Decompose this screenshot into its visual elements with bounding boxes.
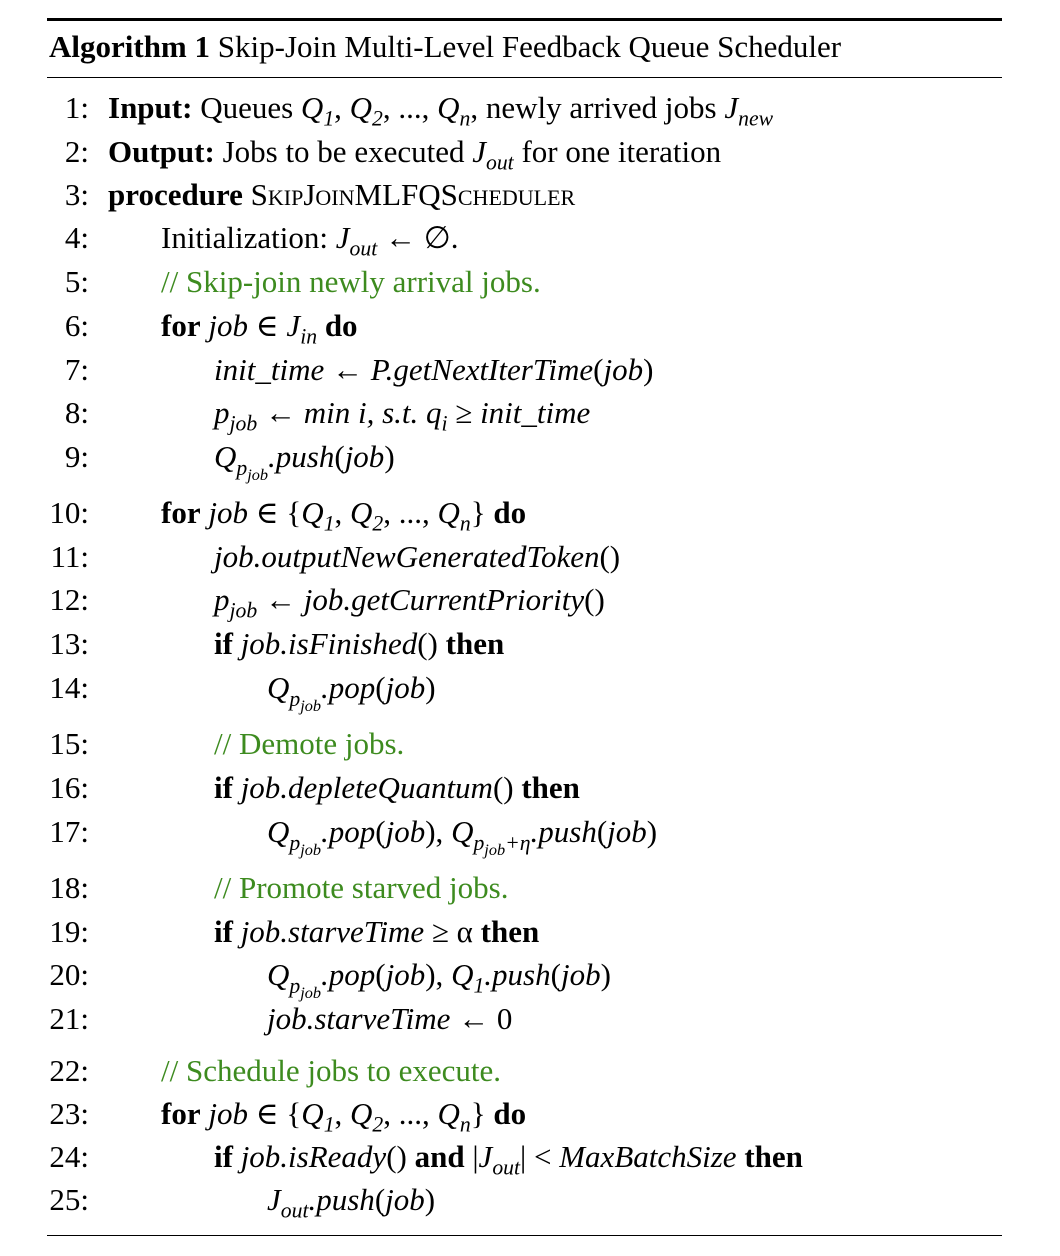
algorithm-line-19 xyxy=(47,910,1047,954)
line-code: job.outputNewGeneratedToken() xyxy=(214,539,621,574)
line-code: $p_{job}$ ← job.getCurrentPriority() xyxy=(214,582,605,623)
algorithm-line-6 xyxy=(47,304,1047,348)
line-code: // Schedule jobs to execute. xyxy=(161,1053,502,1088)
line-number: 21: xyxy=(49,1001,89,1036)
line-number: 12: xyxy=(49,582,89,617)
algorithm-line-14 xyxy=(47,666,1047,715)
algorithm-line-13 xyxy=(47,622,1047,666)
line-code: for job ∈ $J_{in}$ do xyxy=(161,308,358,349)
algorithm-line-2 xyxy=(47,130,1047,174)
algorithm-line-23 xyxy=(47,1092,1047,1136)
line-number: 15: xyxy=(49,726,89,761)
algorithm-line-5 xyxy=(47,260,1047,304)
line-code: $Q_{p_{job}}.pop(job)$, $Q_{p_{job}+\eta}.push(job)$ xyxy=(267,814,658,859)
line-number: 17: xyxy=(49,814,89,849)
algorithm-line-24 xyxy=(47,1135,1047,1179)
line-number: 22: xyxy=(49,1053,89,1088)
algorithm-line-10 xyxy=(47,491,1047,535)
line-code: // Promote starved jobs. xyxy=(214,870,509,905)
algorithm-line-16 xyxy=(47,766,1047,810)
line-number: 1: xyxy=(64,90,89,125)
line-code: $Q_{p_{job}}.pop(job)$, $Q_1.push(job)$ xyxy=(267,957,611,1002)
algorithm-lines xyxy=(47,0,1007,1256)
algorithm-line-21 xyxy=(47,997,1047,1041)
algorithm-line-22 xyxy=(47,1049,1047,1093)
algorithm-line-15 xyxy=(47,722,1047,766)
line-number: 16: xyxy=(49,770,89,805)
line-code: if job.isFinished() then xyxy=(214,626,505,661)
line-number: 23: xyxy=(49,1096,89,1131)
line-code: procedure SkipJoinMLFQScheduler xyxy=(108,177,576,212)
line-code: $p_{job}$ ← min i, s.t. $q_i$ ≥ init_time xyxy=(214,395,591,436)
algorithm-line-7 xyxy=(47,348,1047,392)
algorithm-line-18 xyxy=(47,866,1047,910)
line-code: Output: Jobs to be executed $J_{out}$ for one iteration xyxy=(108,134,722,175)
algorithm-line-11 xyxy=(47,535,1047,579)
line-code: $Q_{p_{job}}.pop(job)$ xyxy=(267,670,436,715)
line-code: for job ∈ {$Q_1$, $Q_2$, ..., $Q_n$} do xyxy=(161,495,527,536)
algorithm-line-1 xyxy=(47,86,1047,130)
algorithm-line-9 xyxy=(47,435,1047,484)
algorithm-line-20 xyxy=(47,953,1047,1002)
line-code: $J_{out}.push(job)$ xyxy=(267,1182,436,1223)
line-number: 20: xyxy=(49,957,89,992)
algorithm-line-17 xyxy=(47,810,1047,859)
line-number: 6: xyxy=(64,308,89,343)
line-number: 8: xyxy=(64,395,89,430)
line-number: 13: xyxy=(49,626,89,661)
algorithm-line-3 xyxy=(47,173,1047,217)
algorithm-line-8 xyxy=(47,391,1047,435)
line-code: job.starveTime ← 0 xyxy=(267,1001,513,1036)
line-code: Input: Queues $Q_1$, $Q_2$, ..., $Q_n$, newly arrived jobs $J_{new}$ xyxy=(108,90,774,131)
line-number: 9: xyxy=(64,439,89,474)
line-code: for job ∈ {$Q_1$, $Q_2$, ..., $Q_n$} do xyxy=(161,1096,527,1137)
line-code: init_time ← P.getNextIterTime(job) xyxy=(214,352,654,387)
line-number: 11: xyxy=(50,539,89,574)
line-code: Initialization: $J_{out}$ ← ∅. xyxy=(161,220,459,261)
line-code: if job.isReady() and $|J_{out}|$ < MaxBatchSize then xyxy=(214,1139,803,1180)
line-code: // Demote jobs. xyxy=(214,726,405,761)
line-number: 3: xyxy=(64,177,89,212)
bottom-rule xyxy=(47,1235,1002,1236)
line-number: 25: xyxy=(49,1182,89,1217)
algorithm-line-25 xyxy=(47,1178,1047,1222)
algorithm-line-12 xyxy=(47,578,1047,622)
line-code: if job.depleteQuantum() then xyxy=(214,770,580,805)
line-code: // Skip-join newly arrival jobs. xyxy=(161,264,541,299)
line-code: if job.starveTime ≥ α then xyxy=(214,914,540,949)
algorithm-label: Algorithm 1 xyxy=(49,29,211,64)
line-number: 14: xyxy=(49,670,89,705)
algorithm-title: Skip-Join Multi-Level Feedback Queue Scheduler xyxy=(217,29,842,64)
algorithm-line-4 xyxy=(47,216,1047,260)
line-number: 19: xyxy=(49,914,89,949)
line-number: 5: xyxy=(64,264,89,299)
line-number: 2: xyxy=(64,134,89,169)
line-number: 10: xyxy=(49,495,89,530)
line-code: $Q_{p_{job}}.push(job)$ xyxy=(214,439,395,484)
line-number: 24: xyxy=(49,1139,89,1174)
line-number: 18: xyxy=(49,870,89,905)
line-number: 4: xyxy=(64,220,89,255)
line-number: 7: xyxy=(64,352,89,387)
